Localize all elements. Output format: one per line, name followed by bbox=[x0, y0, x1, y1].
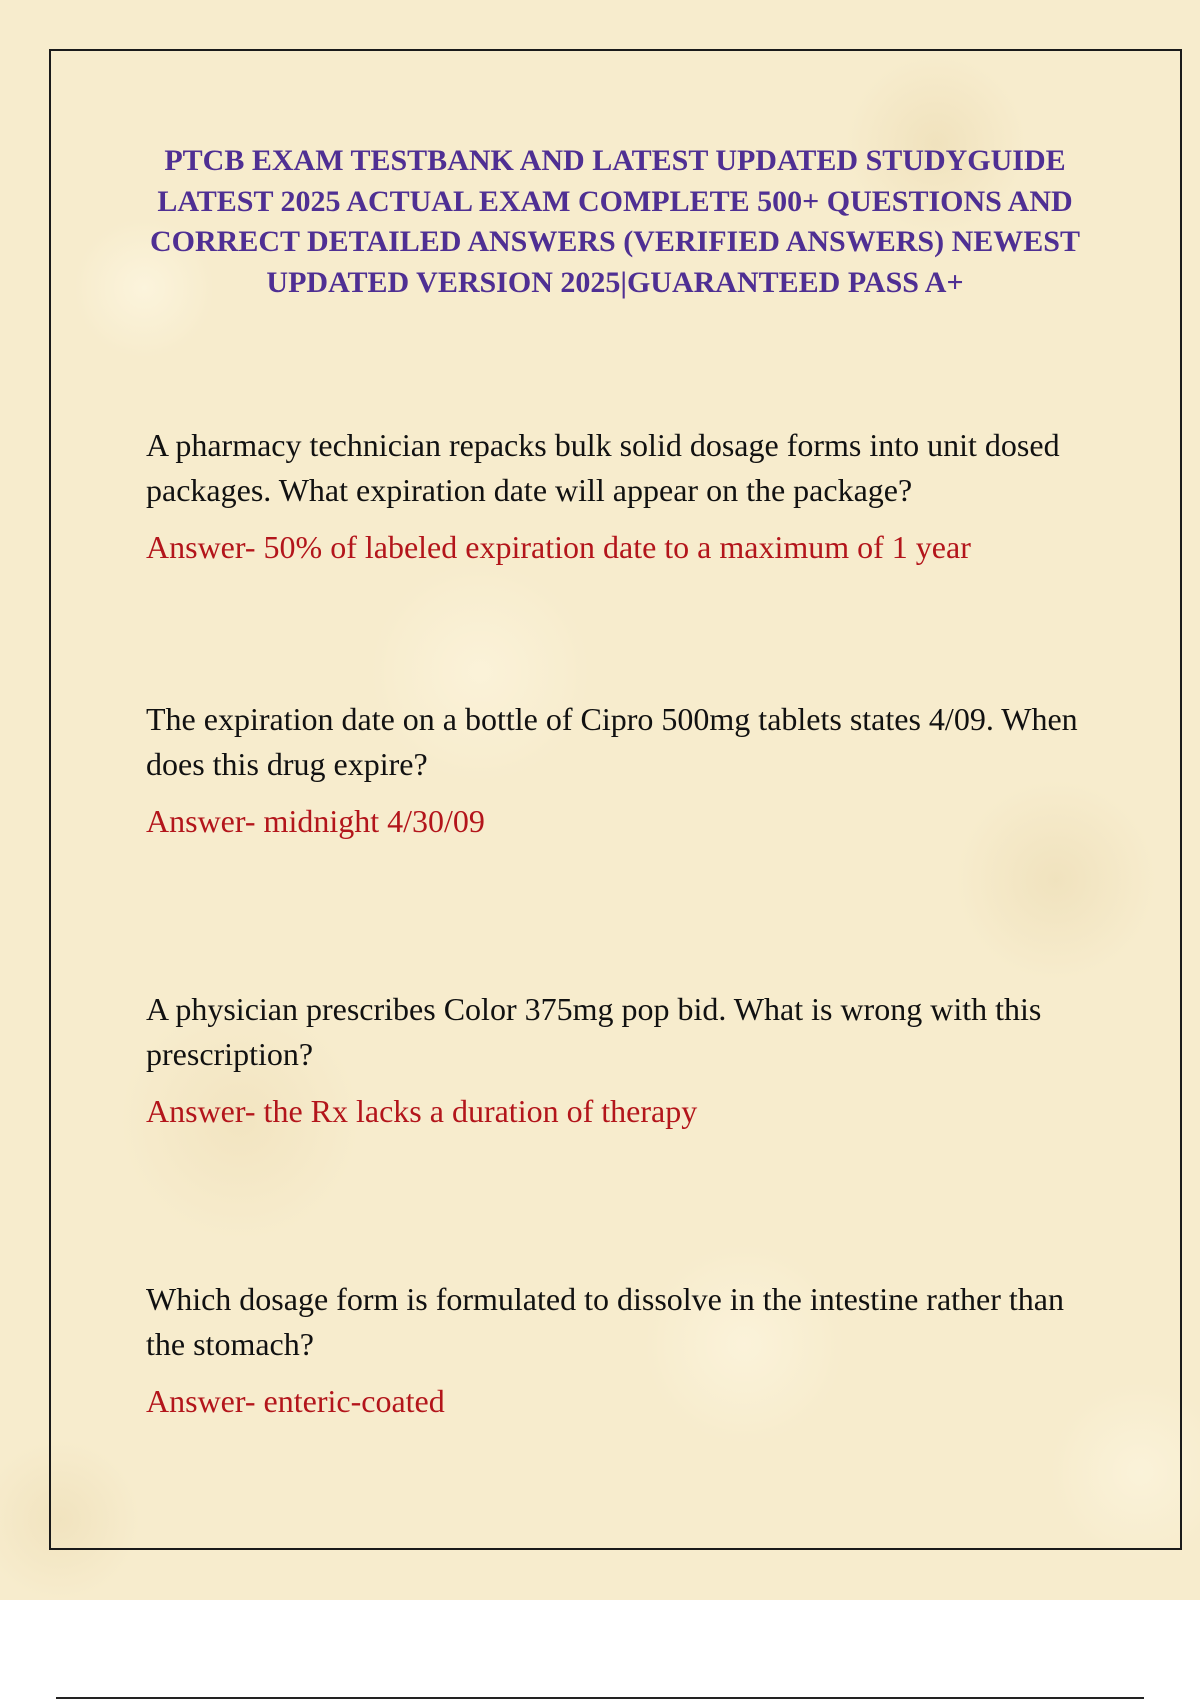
answer-text: Answer- enteric-coated bbox=[146, 1383, 445, 1419]
answer-text: Answer- midnight 4/30/09 bbox=[146, 803, 485, 839]
question-text: A physician prescribes Color 375mg pop bid. What is wrong with this prescription? bbox=[146, 991, 1042, 1072]
qa-item-3 bbox=[146, 987, 1106, 1134]
document-title: PTCB EXAM TESTBANK AND LATEST UPDATED STUDYGUIDE LATEST 2025 ACTUAL EXAM COMPLETE 500+ QUESTIONS AND CORRECT DETAILED ANSWERS (VERIFIED ANSWERS) NEWEST UPDATED VERSION 2025|GUARANTEED PASS A+ bbox=[150, 144, 1080, 299]
question-text: Which dosage form is formulated to dissolve in the intestine rather than the stomach? bbox=[146, 1281, 1064, 1362]
footer-divider bbox=[56, 1697, 1144, 1699]
answer-text: Answer- the Rx lacks a duration of therapy bbox=[146, 1093, 698, 1129]
question-text: A pharmacy technician repacks bulk solid dosage forms into unit dosed packages. What expiration date will appear on the package? bbox=[146, 427, 1060, 508]
question-text: The expiration date on a bottle of Cipro 500mg tablets states 4/09. When does this drug expire? bbox=[146, 701, 1078, 782]
qa-item-4 bbox=[146, 1277, 1106, 1424]
qa-item-1 bbox=[146, 423, 1106, 570]
answer-text: Answer- 50% of labeled expiration date to a maximum of 1 year bbox=[146, 529, 971, 565]
qa-item-2 bbox=[146, 697, 1106, 844]
